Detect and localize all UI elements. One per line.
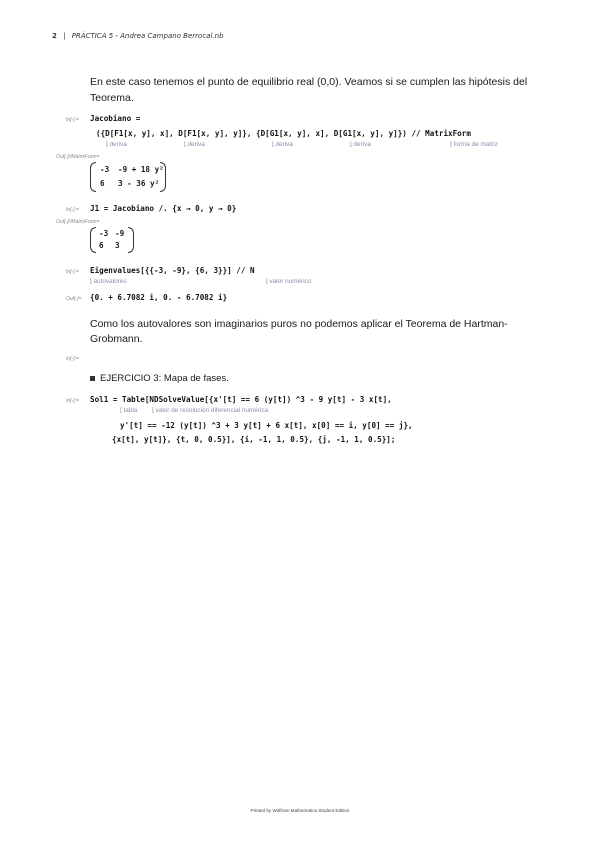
code-text: y'[t] == -12 (y[t]) ^3 + 3 y[t] + 6 x[t], x[0] == i, y[0] == j}, xyxy=(120,421,413,430)
code-line[interactable] xyxy=(90,204,236,213)
left-paren xyxy=(90,227,96,253)
paragraph-line[interactable]: En este caso tenemos el punto de equilibrio real (0,0). Veamos si se cumplen las hipótesis del xyxy=(90,76,528,88)
function-tooltip: ⌊ deriva xyxy=(106,140,127,148)
function-tooltip: ⌊ valor numérico xyxy=(266,277,311,285)
header-separator: | xyxy=(63,32,66,40)
matrix-cell: 3 - 36 y² xyxy=(118,179,160,188)
function-tooltip: ⌊ deriva xyxy=(184,140,205,148)
page-number: 2 xyxy=(52,32,57,40)
input-label: In[-]:= xyxy=(66,356,79,362)
function-tooltip: ⌊ deriva xyxy=(272,140,293,148)
function-tooltip: ⌊ forma de matriz xyxy=(450,140,498,148)
section-heading-text: EJERCICIO 3: Mapa de fases. xyxy=(100,373,229,384)
output-label: Out[-]//MatrixForm= xyxy=(56,154,100,160)
code-text: Eigenvalues[{{-3, -9}, {6, 3}}] // N xyxy=(90,266,255,275)
code-line[interactable] xyxy=(120,421,413,430)
right-paren xyxy=(128,227,134,253)
code-text: Sol1 = Table[NDSolveValue[{x'[t] == 6 (y[t]) ^3 - 9 y[t] - 3 x[t], xyxy=(90,395,392,404)
page-header xyxy=(52,32,224,40)
input-label: In[-]:= xyxy=(66,207,79,213)
bullet-icon xyxy=(90,376,95,381)
function-tooltip: ⌊ valor de resolución diferencial numérica xyxy=(152,406,268,414)
matrix-cell: -3 xyxy=(100,165,110,174)
code-text: J1 = Jacobiano /. {x → 0, y → 0} xyxy=(90,204,237,213)
function-tooltip: ⌊ tabla xyxy=(120,406,137,414)
paragraph-line[interactable]: Grobmann. xyxy=(90,333,143,345)
function-tooltip: ⌊ deriva xyxy=(350,140,371,148)
code-text: Jacobiano = xyxy=(90,114,141,123)
matrix-output[interactable] xyxy=(90,162,166,192)
footer-text: Printed by Wolfram Mathematica Student Edition xyxy=(250,808,350,813)
section-heading[interactable] xyxy=(90,373,229,384)
matrix-cell: -3 xyxy=(99,229,109,238)
code-text: ({D[F1[x, y], x], D[F1[x, y], y]}, {D[G1[x, y], x], D[G1[x, y], y]}) // MatrixForm xyxy=(96,129,471,138)
paragraph-line[interactable]: Teorema. xyxy=(90,92,134,104)
matrix-cell: 3 xyxy=(115,241,120,250)
matrix-cell: -9 + 18 y² xyxy=(118,165,164,174)
code-text: {0. + 6.7082 i, 0. - 6.7082 i} xyxy=(90,293,228,302)
function-tooltip: ⌊ autovalores xyxy=(90,277,127,285)
input-label: In[-]:= xyxy=(66,117,79,123)
code-line[interactable] xyxy=(96,129,471,138)
matrix-cell: 6 xyxy=(100,179,105,188)
code-text: {x[t], y[t]}, {t, 0, 0.5}], {i, -1, 1, 0.5}, {j, -1, 1, 0.5}]; xyxy=(112,435,396,444)
code-line[interactable] xyxy=(90,395,392,404)
input-label: In[-]:= xyxy=(66,269,79,275)
left-paren xyxy=(90,162,96,192)
notebook-title: PRÁCTICA 5 - Andrea Campano Berrocal.nb xyxy=(71,32,224,40)
paragraph-line[interactable]: Como los autovalores son imaginarios puros no podemos aplicar el Teorema de Hartman- xyxy=(90,318,508,330)
output-label: Out[-]//MatrixForm= xyxy=(56,219,100,225)
code-line[interactable] xyxy=(90,114,140,123)
matrix-cell: 6 xyxy=(99,241,104,250)
matrix-cell: -9 xyxy=(115,229,125,238)
code-line[interactable] xyxy=(90,293,227,302)
input-label: In[-]:= xyxy=(66,398,79,404)
code-line[interactable] xyxy=(112,435,395,444)
code-line[interactable] xyxy=(90,266,255,275)
output-label: Out[-]= xyxy=(66,296,82,302)
matrix-output[interactable] xyxy=(90,227,134,253)
